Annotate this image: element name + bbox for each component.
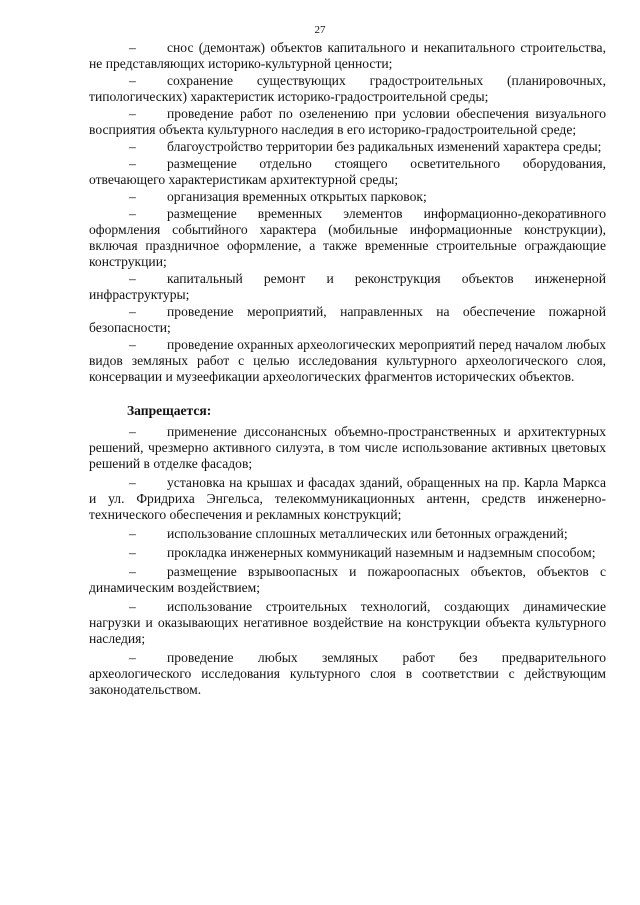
list-item bbox=[89, 475, 606, 523]
list-item bbox=[89, 650, 606, 698]
item-text: сохранение существующих градостроительных (планировочных, типологических) характеристик историко-градостроительной среды; bbox=[89, 73, 606, 104]
item-text: использование строительных технологий, создающих динамические нагрузки и оказывающих негативное воздействие на конструкции объекта культурного наследия; bbox=[89, 599, 606, 646]
list-item bbox=[89, 106, 606, 138]
item-text: размещение отдельно стоящего осветительного оборудования, отвечающего характеристикам архитектурной среды; bbox=[89, 156, 606, 187]
item-text: использование сплошных металлических или бетонных ограждений; bbox=[167, 526, 568, 541]
dash-marker: – bbox=[129, 650, 136, 665]
list-item bbox=[89, 40, 606, 72]
dash-marker: – bbox=[129, 206, 136, 221]
document-body bbox=[89, 40, 606, 701]
dash-marker: – bbox=[129, 599, 136, 614]
item-text: размещение временных элементов информационно-декоративного оформления событийного характера (мобильные информационные конструкции), включая праздничное оформление, а также временные строительные ограждающие конструкции; bbox=[89, 206, 606, 269]
dash-marker: – bbox=[129, 73, 136, 88]
dash-marker: – bbox=[129, 189, 136, 204]
list-item bbox=[89, 337, 606, 385]
list-item bbox=[89, 564, 606, 596]
list-item bbox=[89, 206, 606, 270]
dash-marker: – bbox=[129, 139, 136, 154]
section-heading: Запрещается: bbox=[127, 403, 212, 418]
dash-marker: – bbox=[129, 475, 136, 490]
item-text: капитальный ремонт и реконструкция объектов инженерной инфраструктуры; bbox=[89, 271, 606, 302]
dash-marker: – bbox=[129, 106, 136, 121]
list-item bbox=[89, 156, 606, 188]
item-text: проведение охранных археологических мероприятий перед началом любых видов земляных работ с целью исследования культурного археологического слоя, консервации и музеефикации археологических фрагментов исторических объектов. bbox=[89, 337, 606, 384]
dash-marker: – bbox=[129, 337, 136, 352]
list-item bbox=[89, 271, 606, 303]
item-text: проведение работ по озеленению при условии обеспечения визуального восприятия объекта культурного наследия в его историко-градостроительной среде; bbox=[89, 106, 606, 137]
item-text: снос (демонтаж) объектов капитального и некапитального строительства, не представляющих историко-культурной ценности; bbox=[89, 40, 606, 71]
item-text: применение диссонансных объемно-пространственных и архитектурных решений, чрезмерно активного силуэта, в том числе использование активных цветовых решений в отделке фасадов; bbox=[89, 424, 606, 471]
list-item bbox=[89, 139, 606, 155]
dash-marker: – bbox=[129, 304, 136, 319]
item-text: проведение любых земляных работ без предварительного археологического исследования культурного слоя в соответствии с действующим законодательством. bbox=[89, 650, 606, 697]
list-item bbox=[89, 526, 606, 542]
dash-marker: – bbox=[129, 545, 136, 560]
list-item bbox=[89, 424, 606, 472]
item-text: проведение мероприятий, направленных на обеспечение пожарной безопасности; bbox=[89, 304, 606, 335]
dash-marker: – bbox=[129, 156, 136, 171]
dash-marker: – bbox=[129, 526, 136, 541]
item-text: размещение взрывоопасных и пожароопасных объектов, объектов с динамическим воздействием; bbox=[89, 564, 606, 595]
permitted-list bbox=[89, 40, 606, 385]
item-text: установка на крышах и фасадах зданий, обращенных на пр. Карла Маркса и ул. Фридриха Энгельса, телекоммуникационных антенн, средств инженерно-технического обеспечения и рекламных конструкций; bbox=[89, 475, 606, 522]
list-item bbox=[89, 304, 606, 336]
dash-marker: – bbox=[129, 40, 136, 55]
item-text: благоустройство территории без радикальных изменений характера среды; bbox=[167, 139, 602, 154]
dash-marker: – bbox=[129, 424, 136, 439]
page-number: 27 bbox=[314, 24, 326, 36]
item-text: прокладка инженерных коммуникаций наземным и надземным способом; bbox=[167, 545, 596, 560]
prohibited-list bbox=[89, 424, 606, 698]
list-item bbox=[89, 545, 606, 561]
dash-marker: – bbox=[129, 564, 136, 579]
list-item bbox=[89, 189, 606, 205]
item-text: организация временных открытых парковок; bbox=[167, 189, 427, 204]
list-item bbox=[89, 73, 606, 105]
dash-marker: – bbox=[129, 271, 136, 286]
list-item bbox=[89, 599, 606, 647]
